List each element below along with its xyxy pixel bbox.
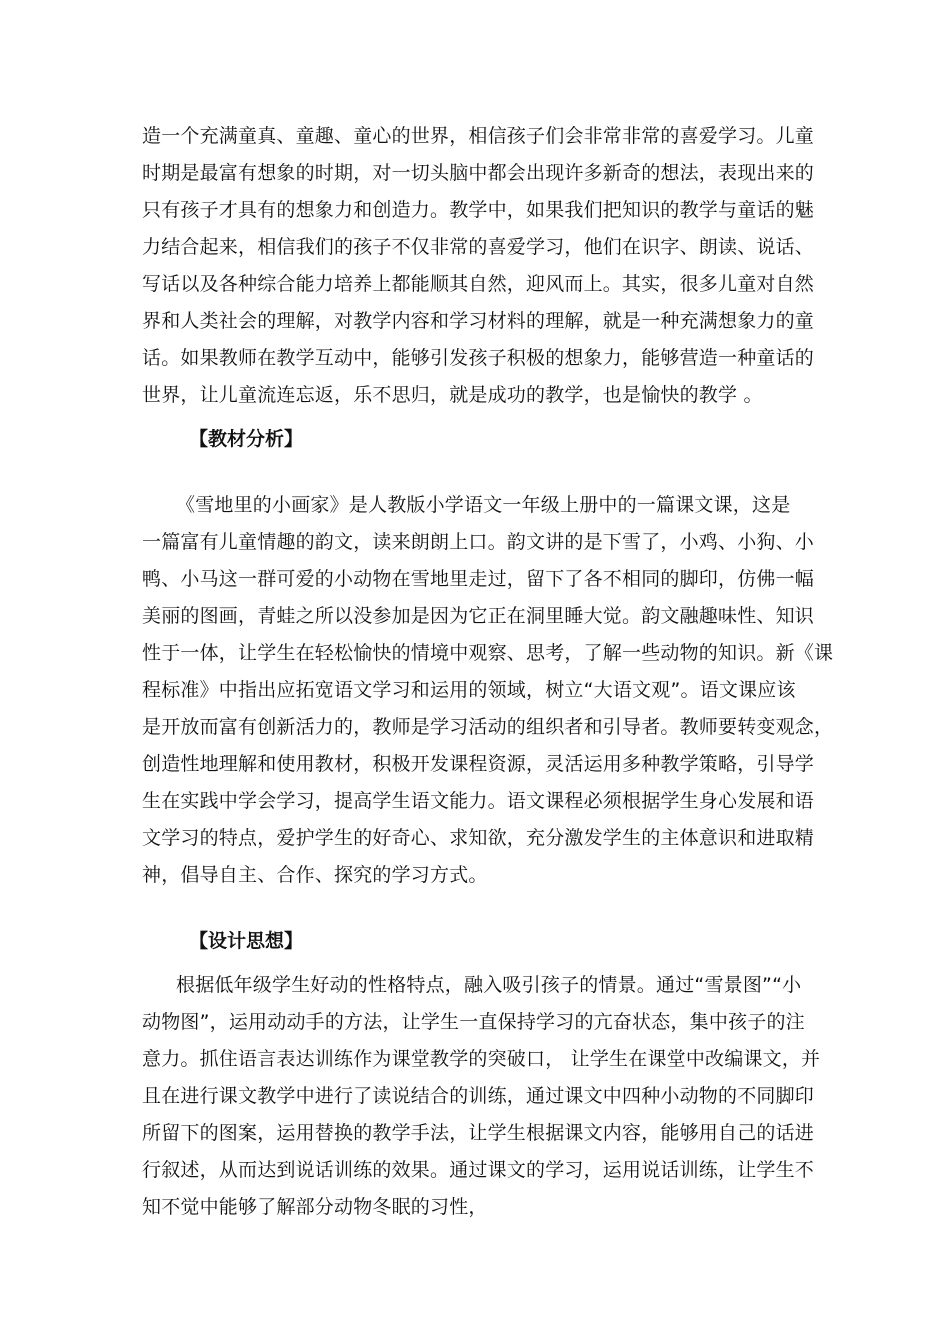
text-line: 美丽的图画，青蛙之所以没参加是因为它正在洞里睡大觉。韵文融趣味性、知识 <box>142 605 815 627</box>
text-line: 只有孩子才具有的想象力和创造力。教学中，如果我们把知识的教学与童话的魅 <box>142 199 815 221</box>
text-line: 生在实践中学会学习，提高学生语文能力。语文课程必须根据学生身心发展和语 <box>142 790 815 812</box>
text-line: 创造性地理解和使用教材，积极开发课程资源，灵活运用多种教学策略，引导学 <box>142 753 815 775</box>
text-line: 知不觉中能够了解部分动物冬眠的习性， <box>142 1196 488 1218</box>
text-line: 神，倡导自主、合作、探究的学习方式。 <box>142 864 488 886</box>
text-line: 程标准》中指出应拓宽语文学习和运用的领域，树立“大语文观”。语文课应该 <box>142 679 796 701</box>
text-line: 造一个充满童真、童趣、童心的世界，相信孩子们会非常非常的喜爱学习。儿童 <box>142 125 815 147</box>
text-line: 性于一体，让学生在轻松愉快的情境中观察、思考，了解一些动物的知识。新《课 <box>142 642 834 664</box>
text-line: 根据低年级学生好动的性格特点，融入吸引孩子的情景。通过“雪景图”“小 <box>176 974 802 996</box>
text-line: 写话以及各种综合能力培养上都能顺其自然，迎风而上。其实，很多儿童对自然 <box>142 273 815 295</box>
text-line: 界和人类社会的理解，对教学内容和学习材料的理解，就是一种充满想象力的童 <box>142 310 815 332</box>
text-line: 鸭、小马这一群可爱的小动物在雪地里走过，留下了各不相同的脚印，仿佛一幅 <box>142 568 815 590</box>
text-line: 动物图”，运用动动手的方法，让学生一直保持学习的亢奋状态，集中孩子的注 <box>142 1011 805 1033</box>
text-line: 话。如果教师在教学互动中，能够引发孩子积极的想象力，能够营造一种童话的 <box>142 347 815 369</box>
text-line: 《雪地里的小画家》是人教版小学语文一年级上册中的一篇课文课，这是 <box>176 494 791 516</box>
text-line: 是开放而富有创新活力的，教师是学习活动的组织者和引导者。教师要转变观念， <box>142 716 834 738</box>
text-line: 且在进行课文教学中进行了读说结合的训练，通过课文中四种小动物的不同脚印 <box>142 1085 815 1107</box>
section-heading-design-thoughts: 【设计思想】 <box>189 930 304 952</box>
text-line: 时期是最富有想象的时期，对一切头脑中都会出现许多新奇的想法，表现出来的 <box>142 162 815 184</box>
text-line: 一篇富有儿童情趣的韵文，读来朗朗上口。韵文讲的是下雪了，小鸡、小狗、小 <box>142 531 815 553</box>
section-heading-textbook-analysis: 【教材分析】 <box>189 428 304 450</box>
text-line: 行叙述，从而达到说话训练的效果。通过课文的学习，运用说话训练，让学生不 <box>142 1159 815 1181</box>
text-line: 所留下的图案，运用替换的教学手法，让学生根据课文内容，能够用自己的话进 <box>142 1122 815 1144</box>
text-line: 世界，让儿童流连忘返，乐不思归，就是成功的教学，也是愉快的教学 。 <box>142 384 763 406</box>
text-line: 力结合起来，相信我们的孩子不仅非常的喜爱学习，他们在识字、朗读、说话、 <box>142 236 815 258</box>
text-line: 意力。抓住语言表达训练作为课堂教学的突破口， 让学生在课堂中改编课文，并 <box>142 1048 821 1070</box>
text-line: 文学习的特点，爱护学生的好奇心、求知欲，充分激发学生的主体意识和进取精 <box>142 827 815 849</box>
